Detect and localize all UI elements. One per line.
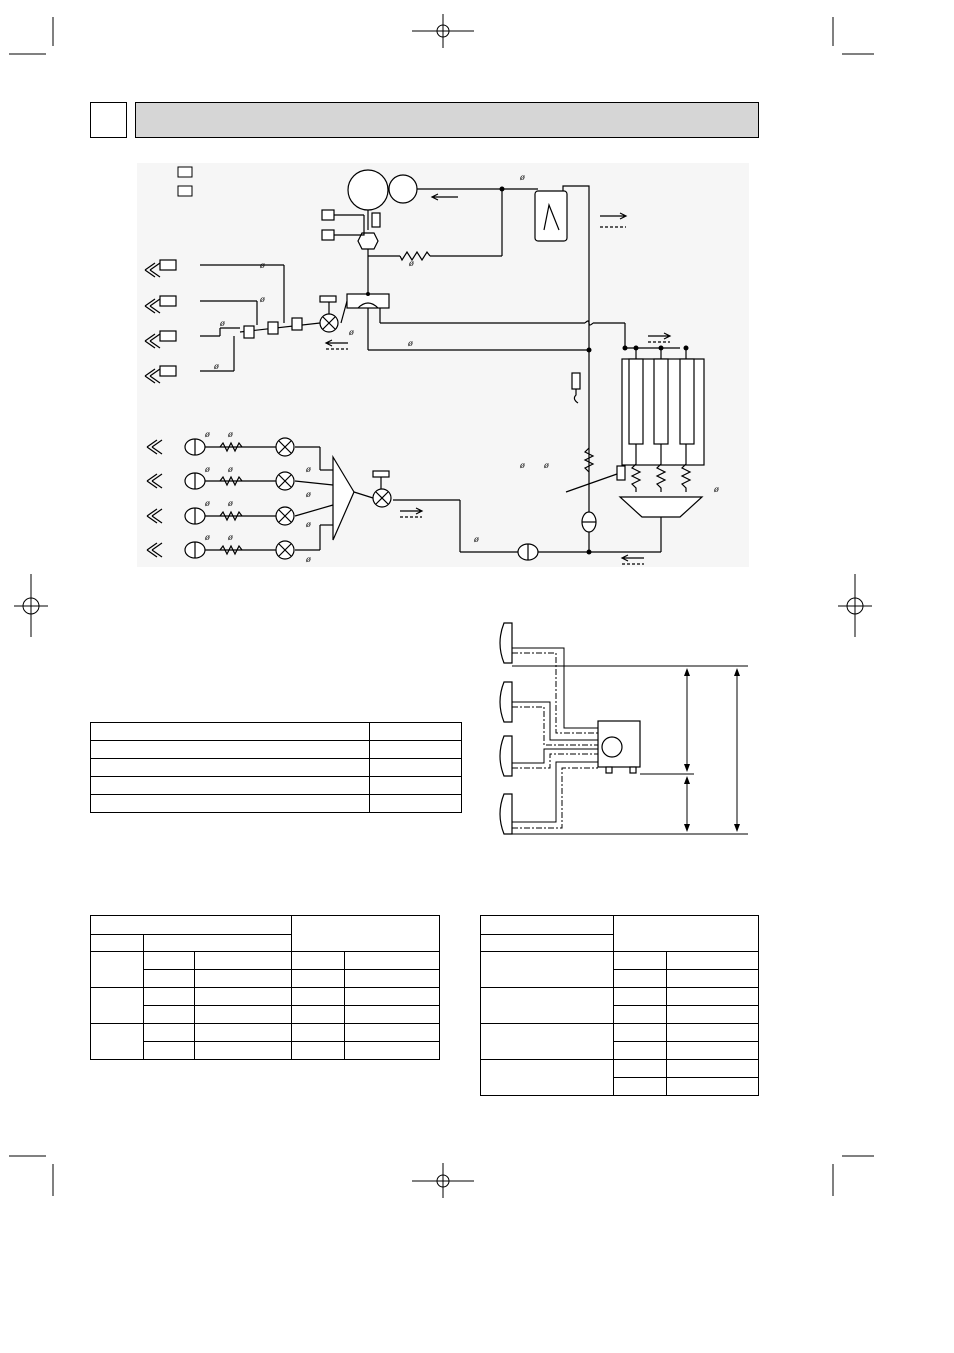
svg-text:ø: ø xyxy=(214,362,219,371)
piping-length-table xyxy=(90,722,462,813)
svg-text:ø: ø xyxy=(228,499,233,508)
refrigerant-circuit-diagram xyxy=(0,0,954,600)
gas-flare-a xyxy=(160,260,176,270)
indoor-unit-b xyxy=(500,682,512,722)
gas-flare-d xyxy=(160,366,176,376)
indoor-specification-table xyxy=(90,915,440,1060)
gas-flare-c xyxy=(160,331,176,341)
svg-text:ø: ø xyxy=(205,465,210,474)
svg-text:ø: ø xyxy=(714,485,719,494)
compressor xyxy=(348,170,388,210)
piping-layout-diagram xyxy=(480,618,760,844)
svg-text:ø: ø xyxy=(408,339,413,348)
svg-text:ø: ø xyxy=(306,520,311,529)
receiver-tank xyxy=(535,191,567,241)
outdoor-specification-table xyxy=(480,915,759,1096)
svg-text:ø: ø xyxy=(220,319,225,328)
svg-text:ø: ø xyxy=(520,461,525,470)
svg-text:ø: ø xyxy=(205,533,210,542)
four-way-valve xyxy=(347,294,389,308)
svg-text:ø: ø xyxy=(306,490,311,499)
indoor-unit-c xyxy=(500,736,512,776)
svg-text:ø: ø xyxy=(228,430,233,439)
legend-box-1 xyxy=(178,167,192,177)
svg-text:ø: ø xyxy=(306,555,311,564)
svg-text:ø: ø xyxy=(228,465,233,474)
svg-text:ø: ø xyxy=(520,173,525,182)
svg-text:ø: ø xyxy=(349,328,354,337)
svg-text:ø: ø xyxy=(260,295,265,304)
svg-text:ø: ø xyxy=(205,499,210,508)
accumulator xyxy=(389,175,417,203)
svg-text:ø: ø xyxy=(474,535,479,544)
svg-text:ø: ø xyxy=(544,461,549,470)
indoor-unit-a xyxy=(500,623,512,663)
svg-text:ø: ø xyxy=(205,430,210,439)
svg-text:ø: ø xyxy=(409,259,414,268)
gas-flare-b xyxy=(160,296,176,306)
legend-box-2 xyxy=(178,186,192,196)
indoor-unit-d xyxy=(500,794,512,834)
svg-text:ø: ø xyxy=(306,465,311,474)
svg-text:ø: ø xyxy=(260,261,265,270)
svg-text:ø: ø xyxy=(228,533,233,542)
